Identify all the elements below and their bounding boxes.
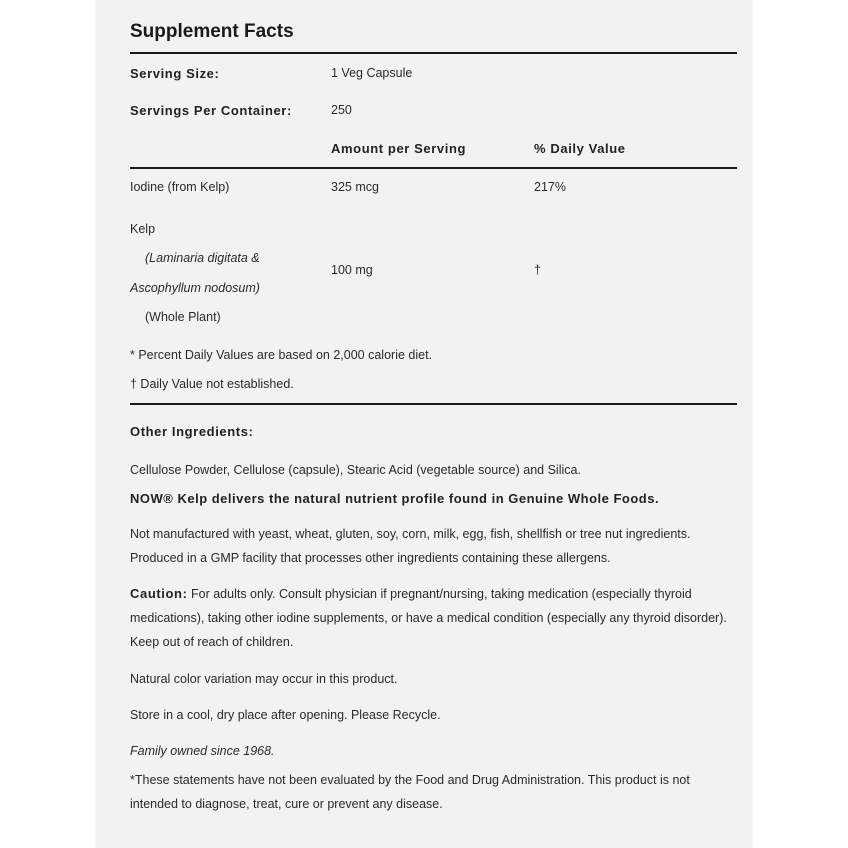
caution-statement (130, 582, 737, 654)
title-divider (130, 52, 737, 54)
kelp-species-line-1: (Laminaria digitata & (145, 251, 260, 265)
nutrient-amount-iodine: 325 mcg (331, 180, 379, 194)
color-variation-note: Natural color variation may occur in this product. (130, 672, 398, 686)
other-ingredients-label: Other Ingredients: (130, 424, 254, 439)
nutrient-dv-kelp: † (534, 263, 541, 277)
footnote-dagger: † Daily Value not established. (130, 377, 294, 391)
serving-size-label: Serving Size: (130, 66, 220, 81)
page-title: Supplement Facts (130, 21, 294, 42)
caution-text: For adults only. Consult physician if pregnant/nursing, taking medication (especially thyroid medications), taking other iodine supplements, or have a medical condition (especially any thyroid disorder). Keep out of reach of children. (130, 587, 727, 649)
fda-disclaimer: *These statements have not been evaluated by the Food and Drug Administration. This product is not intended to diagnose, treat, cure or prevent any disease. (130, 773, 690, 811)
servings-per-container-value: 250 (331, 103, 352, 117)
amount-header: Amount per Serving (331, 141, 467, 156)
kelp-species-line-2: Ascophyllum nodosum) (130, 281, 260, 295)
nutrient-name-kelp: Kelp (130, 222, 156, 236)
family-owned-note: Family owned since 1968. (130, 744, 275, 758)
facts-bottom-divider (130, 403, 737, 405)
brand-statement: NOW® Kelp delivers the natural nutrient profile found in Genuine Whole Foods. (130, 491, 660, 506)
nutrient-amount-kelp: 100 mg (331, 263, 373, 277)
caution-label: Caution: (130, 586, 188, 601)
allergen-statement: Not manufactured with yeast, wheat, gluten, soy, corn, milk, egg, fish, shellfish or tree nut ingredients. Produced in a GMP facility that processes other ingredients containing these allergens. (130, 527, 691, 565)
serving-size-value: 1 Veg Capsule (331, 66, 413, 80)
nutrient-dv-iodine: 217% (534, 180, 566, 194)
servings-per-container-label: Servings Per Container: (130, 103, 292, 118)
daily-value-header: % Daily Value (534, 141, 626, 156)
other-ingredients-text: Cellulose Powder, Cellulose (capsule), Stearic Acid (vegetable source) and Silica. (130, 463, 581, 477)
kelp-plant-part: (Whole Plant) (145, 310, 221, 324)
nutrient-name-iodine: Iodine (from Kelp) (130, 180, 230, 194)
header-divider (130, 167, 737, 169)
storage-instructions: Store in a cool, dry place after opening. Please Recycle. (130, 708, 441, 722)
footnote-percent-dv: * Percent Daily Values are based on 2,000 calorie diet. (130, 348, 433, 362)
